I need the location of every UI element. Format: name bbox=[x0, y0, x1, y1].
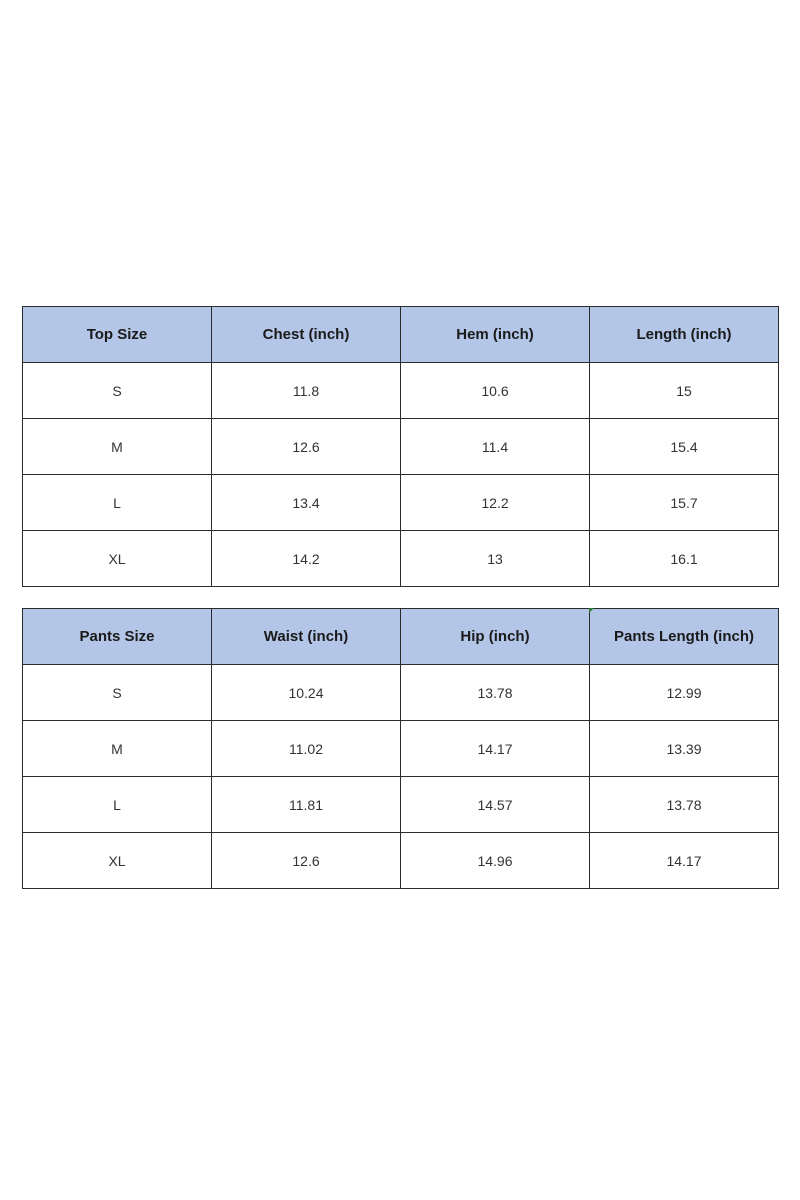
table-cell: 12.6 bbox=[212, 833, 401, 889]
table-cell: 14.96 bbox=[401, 833, 590, 889]
pants-size-header: Pants Size bbox=[23, 609, 212, 665]
top-size-table bbox=[22, 306, 779, 587]
table-row bbox=[23, 475, 779, 531]
table-cell: 14.57 bbox=[401, 777, 590, 833]
table-cell: S bbox=[23, 363, 212, 419]
pants-length-header: Pants Length (inch) bbox=[590, 609, 779, 665]
table-header-row bbox=[23, 307, 779, 363]
table-row bbox=[23, 721, 779, 777]
table-row bbox=[23, 419, 779, 475]
table-cell: 13.78 bbox=[401, 665, 590, 721]
table-cell: 12.99 bbox=[590, 665, 779, 721]
table-cell: 13.39 bbox=[590, 721, 779, 777]
table-header-row bbox=[23, 609, 779, 665]
table-row bbox=[23, 363, 779, 419]
table-cell: 15.4 bbox=[590, 419, 779, 475]
table-row bbox=[23, 665, 779, 721]
table-cell: 16.1 bbox=[590, 531, 779, 587]
table-cell: 11.8 bbox=[212, 363, 401, 419]
table-row bbox=[23, 531, 779, 587]
table-cell: XL bbox=[23, 833, 212, 889]
table-cell: L bbox=[23, 777, 212, 833]
table-cell: S bbox=[23, 665, 212, 721]
table-cell: 11.4 bbox=[401, 419, 590, 475]
table-cell: 10.6 bbox=[401, 363, 590, 419]
table-cell: 13.4 bbox=[212, 475, 401, 531]
pants-size-table bbox=[22, 608, 779, 889]
table-cell: 14.2 bbox=[212, 531, 401, 587]
table-cell: 11.02 bbox=[212, 721, 401, 777]
cell-comment-indicator bbox=[589, 608, 594, 613]
chest-header: Chest (inch) bbox=[212, 307, 401, 363]
table-cell: 12.2 bbox=[401, 475, 590, 531]
table-cell: 10.24 bbox=[212, 665, 401, 721]
length-header: Length (inch) bbox=[590, 307, 779, 363]
hip-header: Hip (inch) bbox=[401, 609, 590, 665]
table-cell: 12.6 bbox=[212, 419, 401, 475]
table-cell: 13 bbox=[401, 531, 590, 587]
table-cell: 15 bbox=[590, 363, 779, 419]
table-cell: XL bbox=[23, 531, 212, 587]
waist-header: Waist (inch) bbox=[212, 609, 401, 665]
table-cell: 13.78 bbox=[590, 777, 779, 833]
table-cell: 14.17 bbox=[401, 721, 590, 777]
table-cell: 15.7 bbox=[590, 475, 779, 531]
top-size-header: Top Size bbox=[23, 307, 212, 363]
table-cell: M bbox=[23, 419, 212, 475]
table-cell: 14.17 bbox=[590, 833, 779, 889]
table-row bbox=[23, 833, 779, 889]
table-row bbox=[23, 777, 779, 833]
hem-header: Hem (inch) bbox=[401, 307, 590, 363]
table-cell: M bbox=[23, 721, 212, 777]
table-cell: 11.81 bbox=[212, 777, 401, 833]
table-cell: L bbox=[23, 475, 212, 531]
